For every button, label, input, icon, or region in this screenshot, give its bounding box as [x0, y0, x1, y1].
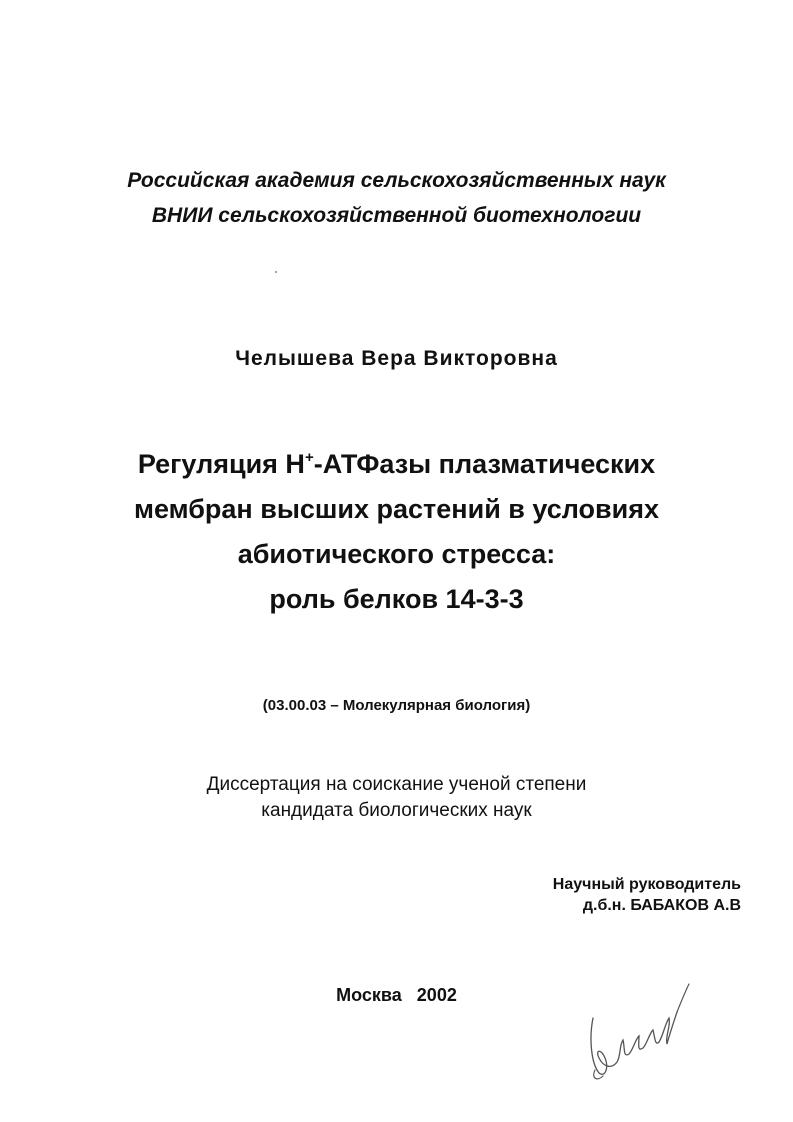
author-name: Челышева Вера Викторовна [235, 347, 558, 370]
title-line-1 [0, 449, 793, 480]
title-line-3: абиотического стресса: [237, 539, 556, 569]
specialty-code: (03.00.03 – Молекулярная биология) [262, 697, 531, 714]
degree-line-1: Диссертация на соискание ученой степени [206, 774, 587, 795]
title-line-1-end: -АТФазы плазматических [313, 449, 656, 479]
year: 2002 [416, 985, 457, 1005]
proton-superscript: + [304, 449, 314, 466]
title-line-4: роль белков 14-3-3 [269, 584, 524, 614]
degree-line-2: кандидата биологических наук [261, 800, 532, 821]
handwritten-signature-icon [585, 978, 695, 1088]
supervisor-name: д.б.н. БАБАКОВ А.В [582, 897, 741, 914]
scan-speck [275, 271, 277, 273]
institution-line-1: Российская академия сельскохозяйственных наук [127, 169, 666, 192]
supervisor-label: Научный руководитель [552, 876, 741, 893]
city: Москва [336, 985, 402, 1005]
title-line-1-start: Регуляция Н [137, 449, 305, 479]
institution-line-2: ВНИИ сельскохозяйственной биотехнологии [151, 204, 642, 227]
title-line-2: мембран высших растений в условиях [133, 494, 660, 524]
